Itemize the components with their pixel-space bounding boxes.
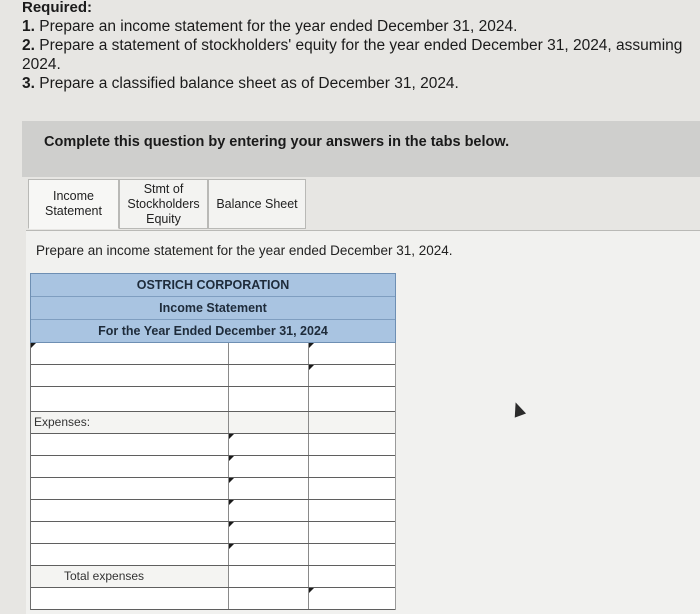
total-input[interactable] bbox=[309, 544, 395, 565]
account-input[interactable] bbox=[31, 365, 228, 386]
expense-amount-input[interactable] bbox=[229, 500, 308, 521]
table-row bbox=[31, 544, 395, 566]
requirement-2-continued: 2024. bbox=[22, 56, 61, 73]
expense-account-input[interactable] bbox=[31, 522, 228, 543]
expense-amount-input[interactable] bbox=[229, 456, 308, 477]
requirements bbox=[22, 2, 700, 93]
requirement-1: 1. Prepare an income statement for the year ended December 31, 2024. bbox=[22, 18, 518, 35]
account-input[interactable] bbox=[31, 343, 228, 364]
expenses-label-row bbox=[31, 412, 395, 434]
expense-account-input[interactable] bbox=[31, 500, 228, 521]
table-row bbox=[31, 434, 395, 456]
dropdown-marker-icon bbox=[229, 544, 234, 549]
statement-header bbox=[30, 273, 396, 343]
instruction-banner bbox=[22, 121, 700, 177]
expense-amount-input[interactable] bbox=[229, 478, 308, 499]
expenses-label: Expenses: bbox=[31, 412, 229, 433]
amount-input[interactable] bbox=[229, 387, 308, 411]
statement-title: Income Statement bbox=[31, 297, 395, 320]
total-input[interactable] bbox=[309, 522, 395, 543]
required-title: Required: bbox=[22, 0, 93, 16]
company-name: OSTRICH CORPORATION bbox=[31, 274, 395, 297]
panel-prompt: Prepare an income statement for the year ended December 31, 2024. bbox=[36, 243, 453, 258]
table-row bbox=[31, 478, 395, 500]
total-input[interactable] bbox=[309, 500, 395, 521]
dropdown-marker-icon bbox=[309, 365, 314, 370]
expense-amount-input[interactable] bbox=[229, 522, 308, 543]
requirement-2: 2. Prepare a statement of stockholders' equity for the year ended December 31, 2024, assuming bbox=[22, 37, 683, 54]
amount-input[interactable] bbox=[229, 588, 308, 609]
table-row bbox=[31, 522, 395, 544]
expense-amount-input[interactable] bbox=[229, 434, 308, 455]
statement-period: For the Year Ended December 31, 2024 bbox=[98, 324, 328, 338]
total-input[interactable] bbox=[309, 478, 395, 499]
table-row bbox=[31, 365, 395, 387]
tab-stmt-stockholders-equity[interactable]: Stmt of Stockholders Equity bbox=[119, 179, 208, 229]
total-input[interactable] bbox=[309, 456, 395, 477]
expense-account-input[interactable] bbox=[31, 478, 228, 499]
banner-text: Complete this question by entering your answers in the tabs below. bbox=[44, 134, 510, 150]
total-input[interactable] bbox=[309, 365, 395, 386]
table-row bbox=[31, 387, 395, 412]
income-statement-form bbox=[30, 273, 396, 610]
account-input[interactable] bbox=[31, 387, 228, 411]
dropdown-marker-icon bbox=[31, 343, 36, 348]
account-input[interactable] bbox=[31, 588, 228, 609]
total-input[interactable] bbox=[309, 588, 395, 609]
total-expenses-row bbox=[31, 566, 395, 588]
expense-account-input[interactable] bbox=[31, 456, 228, 477]
table-row bbox=[31, 588, 395, 610]
table-row bbox=[31, 456, 395, 478]
requirement-3: 3. Prepare a classified balance sheet as of December 31, 2024. bbox=[22, 75, 459, 92]
total-input[interactable] bbox=[309, 387, 395, 411]
amount-input[interactable] bbox=[229, 365, 308, 386]
dropdown-marker-icon bbox=[309, 588, 314, 593]
total-input[interactable] bbox=[309, 566, 395, 587]
statement-grid bbox=[30, 343, 396, 610]
dropdown-marker-icon bbox=[229, 478, 234, 483]
dropdown-marker-icon bbox=[229, 434, 234, 439]
dropdown-marker-icon bbox=[229, 456, 234, 461]
table-row bbox=[31, 500, 395, 522]
expense-account-input[interactable] bbox=[31, 544, 228, 565]
expense-account-input[interactable] bbox=[31, 434, 228, 455]
amount-input[interactable] bbox=[229, 343, 308, 364]
total-expenses-label: Total expenses bbox=[31, 566, 229, 587]
total-expenses-amount[interactable] bbox=[229, 566, 308, 587]
total-input[interactable] bbox=[309, 434, 395, 455]
total-input[interactable] bbox=[309, 343, 395, 364]
dropdown-marker-icon bbox=[229, 500, 234, 505]
dropdown-marker-icon bbox=[229, 522, 234, 527]
dropdown-marker-icon bbox=[309, 343, 314, 348]
tab-income-statement[interactable]: Income Statement bbox=[28, 179, 119, 229]
table-row bbox=[31, 343, 395, 365]
tab-panel bbox=[26, 230, 700, 614]
tab-balance-sheet[interactable]: Balance Sheet bbox=[208, 179, 306, 229]
expense-amount-input[interactable] bbox=[229, 544, 308, 565]
